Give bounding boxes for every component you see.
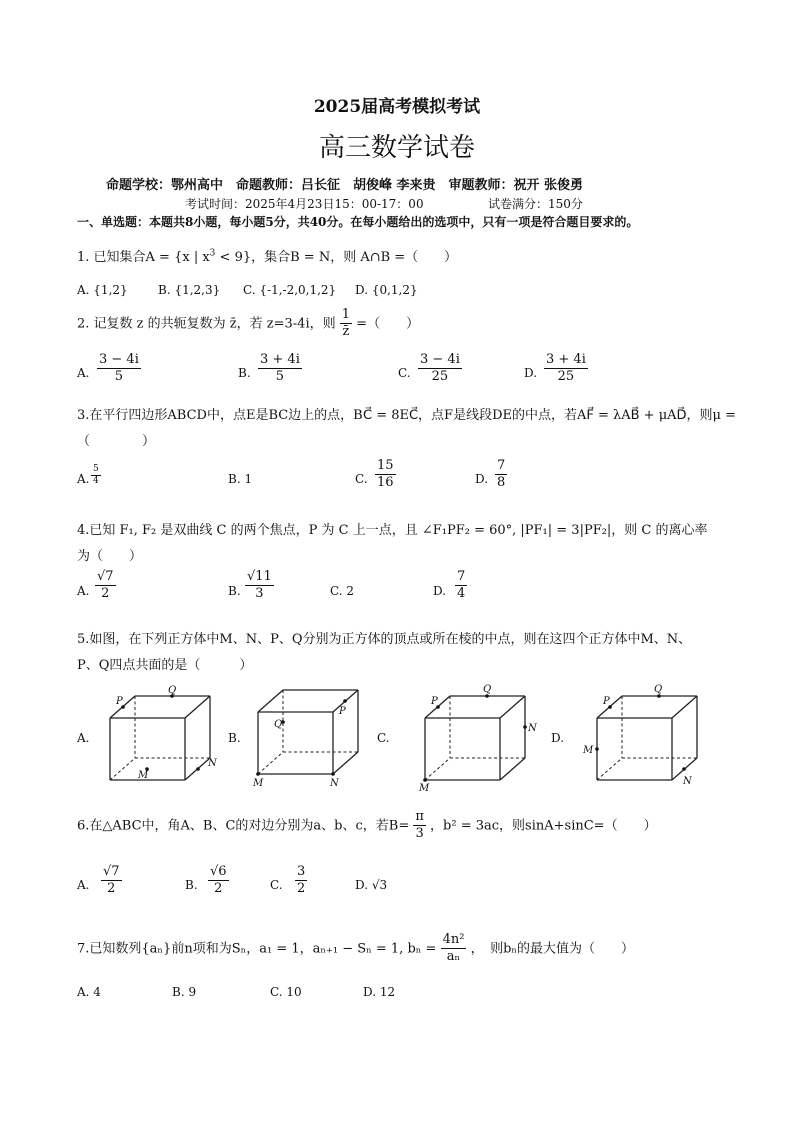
q2-option-b[interactable]: $\frac{3 + 4i}{5}$ (260, 352, 300, 385)
full-score: 试卷满分：150分 (488, 197, 583, 211)
svg-text:Q: Q (168, 685, 177, 696)
question-5-stem: 5.如图，在下列正方体中M、N、P、Q分别为正方体的顶点或所在棱的中点，则在这四个正方体中M、N、 (77, 632, 692, 647)
q6-option-b[interactable]: $\frac{√6}{2}$ (210, 864, 227, 897)
svg-text:P: P (339, 706, 346, 717)
q6-stem-fraction: $\frac{\pi}{3}$ (415, 809, 424, 842)
question-6-stem: 6.在△ABC中，角A、B、C的对边分别为a、b、c，若B= $\frac{\pi}{3}$ ，b² = 3ac，则sinA+sinC=（ ） (77, 809, 657, 842)
q3-option-a-label[interactable]: A. (77, 472, 90, 486)
q2-option-d[interactable]: $\frac{3 + 4i}{25}$ (546, 352, 586, 385)
q6-option-a[interactable]: $\frac{√7}{2}$ (103, 864, 120, 897)
q6-option-c-label[interactable]: C. (270, 878, 283, 892)
q2-stem-fraction: $\frac{1}{z̄}$ (341, 307, 351, 340)
q1-option-a[interactable]: A. {1,2} (77, 283, 128, 297)
svg-text:M: M (138, 770, 149, 781)
q6-option-c[interactable]: $\frac{3}{2}$ (297, 864, 306, 897)
q6-option-b-label[interactable]: B. (185, 878, 198, 892)
q7-option-d[interactable]: D. 12 (363, 985, 396, 999)
question-7-stem: 7.已知数列{aₙ}前n项和为Sₙ，a₁ = 1，aₙ₊₁ − Sₙ = 1, bₙ = $\frac{\text{4n²}}{\text{aₙ}}$ ， 则bₙ的最大值为（ ） (77, 932, 635, 965)
section-heading: 一、单选题：本题共8小题，每小题5分，共40分。在每小题给出的选项中，只有一项是符合题目要求的。 (77, 215, 639, 229)
q7-option-a[interactable]: A. 4 (77, 985, 101, 999)
cube-figure-c[interactable] (415, 680, 540, 792)
q6-option-a-label[interactable]: A. (77, 878, 90, 892)
svg-text:P: P (431, 696, 438, 707)
svg-text:M: M (583, 745, 594, 756)
q5-option-d-label[interactable]: D. (551, 731, 565, 745)
question-3-stem-cont: （ ） (77, 434, 156, 449)
q2-option-a[interactable]: $\frac{3 - 4i}{5}$ (99, 352, 139, 385)
exam-title: 2025届高考模拟考试 (313, 97, 481, 117)
q6-option-d[interactable]: D. √3 (355, 878, 388, 892)
q2-option-a-label[interactable]: A. (77, 366, 90, 380)
q1-option-c[interactable]: C. {-1,-2,0,1,2} (243, 283, 337, 297)
svg-text:N: N (528, 723, 537, 734)
q3-option-a[interactable]: $\frac{5}{4}$ (93, 464, 99, 487)
svg-text:M: M (419, 783, 430, 794)
question-1-stem: 1. 已知集合A = {x | $x^3 < 9$}，集合B = N，则 A∩B =（ ） (77, 248, 458, 265)
svg-text:Q: Q (654, 684, 663, 695)
question-5-stem-cont: P、Q四点共面的是（ ） (77, 658, 253, 673)
svg-text:N: N (683, 776, 692, 787)
q4-option-d-label[interactable]: D. (433, 584, 447, 598)
svg-text:M: M (253, 778, 264, 789)
q3-option-c[interactable]: $\frac{15}{16}$ (377, 458, 394, 491)
svg-text:Q: Q (274, 719, 283, 730)
q5-option-c-label[interactable]: C. (377, 731, 390, 745)
svg-text:Q: Q (483, 684, 492, 695)
q1-option-d[interactable]: D. {0,1,2} (355, 283, 418, 297)
q7-stem-fraction: $\frac{\text{4n²}}{\text{aₙ}}$ (442, 932, 465, 965)
q4-option-a-label[interactable]: A. (77, 584, 90, 598)
q4-option-a[interactable]: $\frac{√7}{2}$ (97, 569, 114, 602)
q4-option-b-label[interactable]: B. (228, 584, 241, 598)
q5-option-a-label[interactable]: A. (77, 731, 90, 745)
q2-option-c[interactable]: $\frac{3 - 4i}{25}$ (420, 352, 460, 385)
q4-option-d[interactable]: $\frac{7}{4}$ (457, 569, 466, 602)
question-4-stem: 4.已知 F₁, F₂ 是双曲线 C 的两个焦点，P 为 C 上一点，且 ∠F₁PF₂ = 60°, |PF₁| = 3|PF₂|，则 C 的离心率 (77, 523, 708, 538)
q7-option-c[interactable]: C. 10 (270, 985, 302, 999)
q3-option-b[interactable]: B. 1 (228, 472, 253, 486)
cube-figure-a[interactable] (100, 682, 225, 792)
svg-text:N: N (330, 778, 339, 789)
q4-option-c[interactable]: C. 2 (330, 584, 355, 598)
q4-option-b[interactable]: $\frac{√11}{3}$ (247, 569, 272, 602)
svg-text:P: P (603, 696, 610, 707)
paper-subtitle: 高三数学试卷 (318, 133, 475, 163)
question-4-stem-cont: 为（ ） (77, 549, 143, 564)
author-line: 命题学校：鄂州高中 命题教师：吕长征 胡俊峰 李来贵 审题教师：祝开 张俊勇 (106, 178, 584, 193)
q2-option-d-label[interactable]: D. (524, 366, 538, 380)
q3-option-d[interactable]: $\frac{7}{8}$ (497, 458, 506, 491)
svg-text:N: N (208, 758, 217, 769)
q7-option-b[interactable]: B. 9 (172, 985, 197, 999)
q2-option-b-label[interactable]: B. (238, 366, 251, 380)
q1-option-b[interactable]: B. {1,2,3} (158, 283, 221, 297)
cube-figure-b[interactable] (248, 682, 373, 792)
cube-figure-d[interactable] (583, 680, 712, 792)
q3-option-c-label[interactable]: C. (355, 472, 368, 486)
exam-time: 考试时间：2025年4月23日15：00-17：00 (185, 197, 424, 211)
svg-text:P: P (116, 696, 123, 707)
q3-option-d-label[interactable]: D. (475, 472, 489, 486)
q5-option-b-label[interactable]: B. (228, 731, 241, 745)
q2-option-c-label[interactable]: C. (398, 366, 411, 380)
question-2-stem: 2. 记复数 z 的共轭复数为 z̄，若 z=3-4i，则 $\frac{1}{z̄}$ =（ ） (77, 307, 420, 340)
question-3-stem: 3.在平行四边形ABCD中，点E是BC边上的点，BC⃗ = 8EC⃗，点F是线段DE的中点，若AF⃗ = λAB⃗ + μAD⃗，则μ = (77, 408, 737, 423)
